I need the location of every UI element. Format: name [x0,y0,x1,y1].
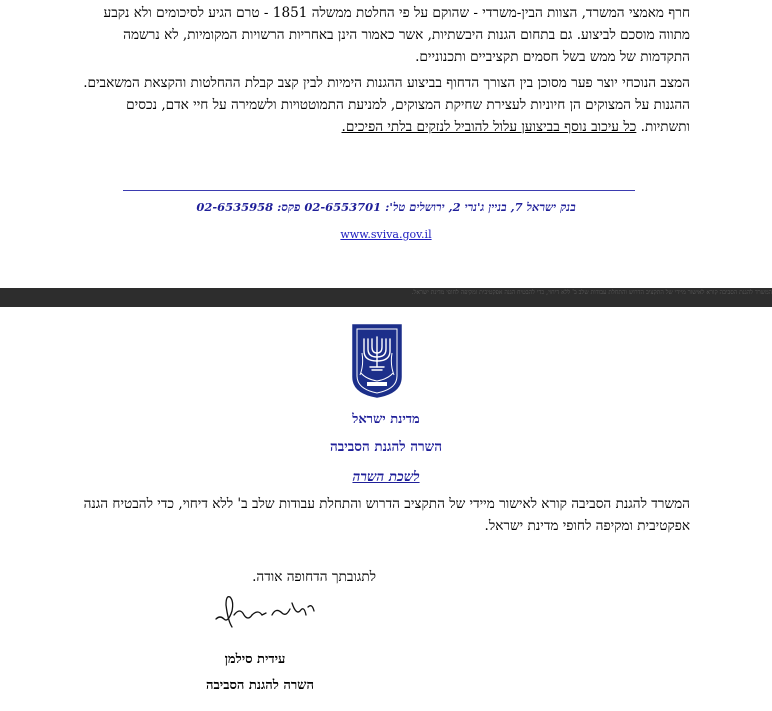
document-page-1 [0,0,772,288]
document-page-2 [0,307,772,711]
closing-line: לתגובתך הדחופה אודה. [252,569,376,585]
bleed-through-text: המשרד להגנת הסביבה קורא לאישור מיידי של התקציב הדרוש והתחלת עבודות שלב ב' ללא דיחוי, כדי להבטיח הגנה אפקטיבית ומקיפה לחופי מדינת ישראל. [411,289,772,296]
body-paragraph: המשרד להגנת הסביבה קורא לאישור מיידי של התקציב הדרוש והתחלת עבודות שלב ב' ללא דיחוי, כדי להבטיח הגנה אפקטיבית ומקיפה לחופי מדינת ישראל. [83,496,690,534]
signer-title: השרה להגנת הסביבה [206,678,314,693]
footer-address: בנק ישראל 7, בניין ג'נרי 2, ירושלים טל': 02-6553701 פקס: 02-6535958 [196,200,576,214]
paragraph-2 [78,72,690,138]
footer-divider [123,190,635,191]
page-separator [0,288,772,307]
menorah-emblem-icon [350,323,404,399]
handwritten-signature [210,585,320,633]
signer-name: עידית סילמן [224,652,286,667]
paragraph-2-underlined: כל עיכוב נוסף בביצוען עלול להוביל לנזקים בלתי הפיכים. [341,119,637,135]
footer-website-link[interactable]: www.sviva.gov.il [340,228,432,241]
paragraph-1: חרף מאמצי המשרד, הצוות הבין-משרדי - שהוקם על פי החלטת ממשלה 1851 - טרם הגיע לסיכומים ולא נקבע מתווה מוסכם לביצוע. גם בתחום הגנות היבשתיות, אשר כאמור הינן באחריות הרשויות המקומיות, לא נרשמה התקדמות של ממש בשל חסמים תקציביים ותכנוניים. [103,5,690,65]
paragraph-2-text: המצב הנוכחי יוצר פער מסוכן בין הצורך הדחוף בביצוע ההגנות הימיות לבין קצב קבלת ההחלטות והקצאת המשאבים. ההגנות על המצוקים הן חיוניות לעצירת שחיקת המצוקים, למניעת התמוטטויות ולשמירה על חיי אדם, נכסים ותשתיות. [83,75,690,135]
office-label: לשכת השרה [352,469,420,485]
state-of-israel-label: מדינת ישראל [352,412,420,427]
minister-title-header: השרה להגנת הסביבה [329,439,443,455]
